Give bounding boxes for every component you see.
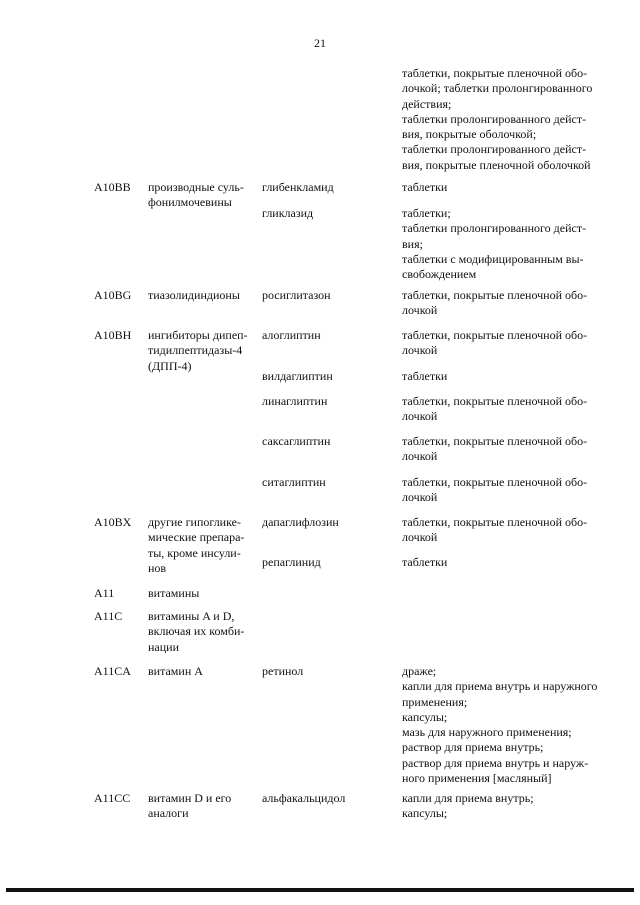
atc-code: A11 <box>94 586 115 600</box>
dosage-forms: таблетки <box>402 369 448 383</box>
dosage-forms: таблетки <box>402 555 448 569</box>
atc-code: A11C <box>94 609 123 623</box>
group-name: другие гипоглике- мические препара- ты, кроме инсули- нов <box>148 515 245 575</box>
dosage-forms: таблетки, покрытые пленочной обо- лочкой <box>402 515 588 545</box>
atc-code: A10BB <box>94 180 131 194</box>
drug-name: саксаглиптин <box>262 434 331 448</box>
drug-name: ситаглиптин <box>262 475 326 489</box>
group-name: витамин A <box>148 664 203 678</box>
page-number: 21 <box>314 36 326 50</box>
dosage-forms: драже; капли для приема внутрь и наружного применения; капсулы; мазь для наружного применения; раствор для приема внутрь; раствор для приема внутрь и наруж- ного применения [масляный] <box>402 664 598 786</box>
group-name: производные суль- фонилмочевины <box>148 180 244 210</box>
group-name: витамин D и его аналоги <box>148 791 232 821</box>
dosage-forms: таблетки, покрытые пленочной обо- лочкой; таблетки пролонгированного действия; таблетки пролонгированного дейст- вия, покрытые оболочкой; таблетки пролонгированного дейст- вия, покрытые пленочной оболочкой <box>402 66 593 172</box>
dosage-forms: капли для приема внутрь; капсулы; <box>402 791 534 821</box>
drug-name: альфакальцидол <box>262 791 346 805</box>
dosage-forms: таблетки, покрытые пленочной обо- лочкой <box>402 434 588 464</box>
drug-name: алоглиптин <box>262 328 321 342</box>
drug-name: репаглинид <box>262 555 321 569</box>
dosage-forms: таблетки, покрытые пленочной обо- лочкой <box>402 328 588 358</box>
group-name: витамины <box>148 586 200 600</box>
drug-name: линаглиптин <box>262 394 328 408</box>
dosage-forms: таблетки, покрытые пленочной обо- лочкой <box>402 475 588 505</box>
atc-code: A10BH <box>94 328 132 342</box>
drug-name: гликлазид <box>262 206 314 220</box>
group-name: витамины A и D, включая их комби- нации <box>148 609 245 654</box>
dosage-forms: таблетки, покрытые пленочной обо- лочкой <box>402 394 588 424</box>
bottom-rule <box>6 888 634 892</box>
drug-name: росиглитазон <box>262 288 331 302</box>
atc-code: A11CA <box>94 664 131 678</box>
atc-code: A10BX <box>94 515 132 529</box>
group-name: ингибиторы дипеп- тидилпептидазы-4 (ДПП-4) <box>148 328 248 373</box>
group-name: тиазолидиндионы <box>148 288 240 302</box>
atc-code: A10BG <box>94 288 132 302</box>
dosage-forms: таблетки <box>402 180 448 194</box>
drug-name: ретинол <box>262 664 304 678</box>
dosage-forms: таблетки; таблетки пролонгированного дейст- вия; таблетки с модифицированным вы- свобождением <box>402 206 587 282</box>
drug-name: дапаглифлозин <box>262 515 339 529</box>
atc-code: A11CC <box>94 791 131 805</box>
dosage-forms: таблетки, покрытые пленочной обо- лочкой <box>402 288 588 318</box>
drug-name: вилдаглиптин <box>262 369 333 383</box>
drug-name: глибенкламид <box>262 180 334 194</box>
